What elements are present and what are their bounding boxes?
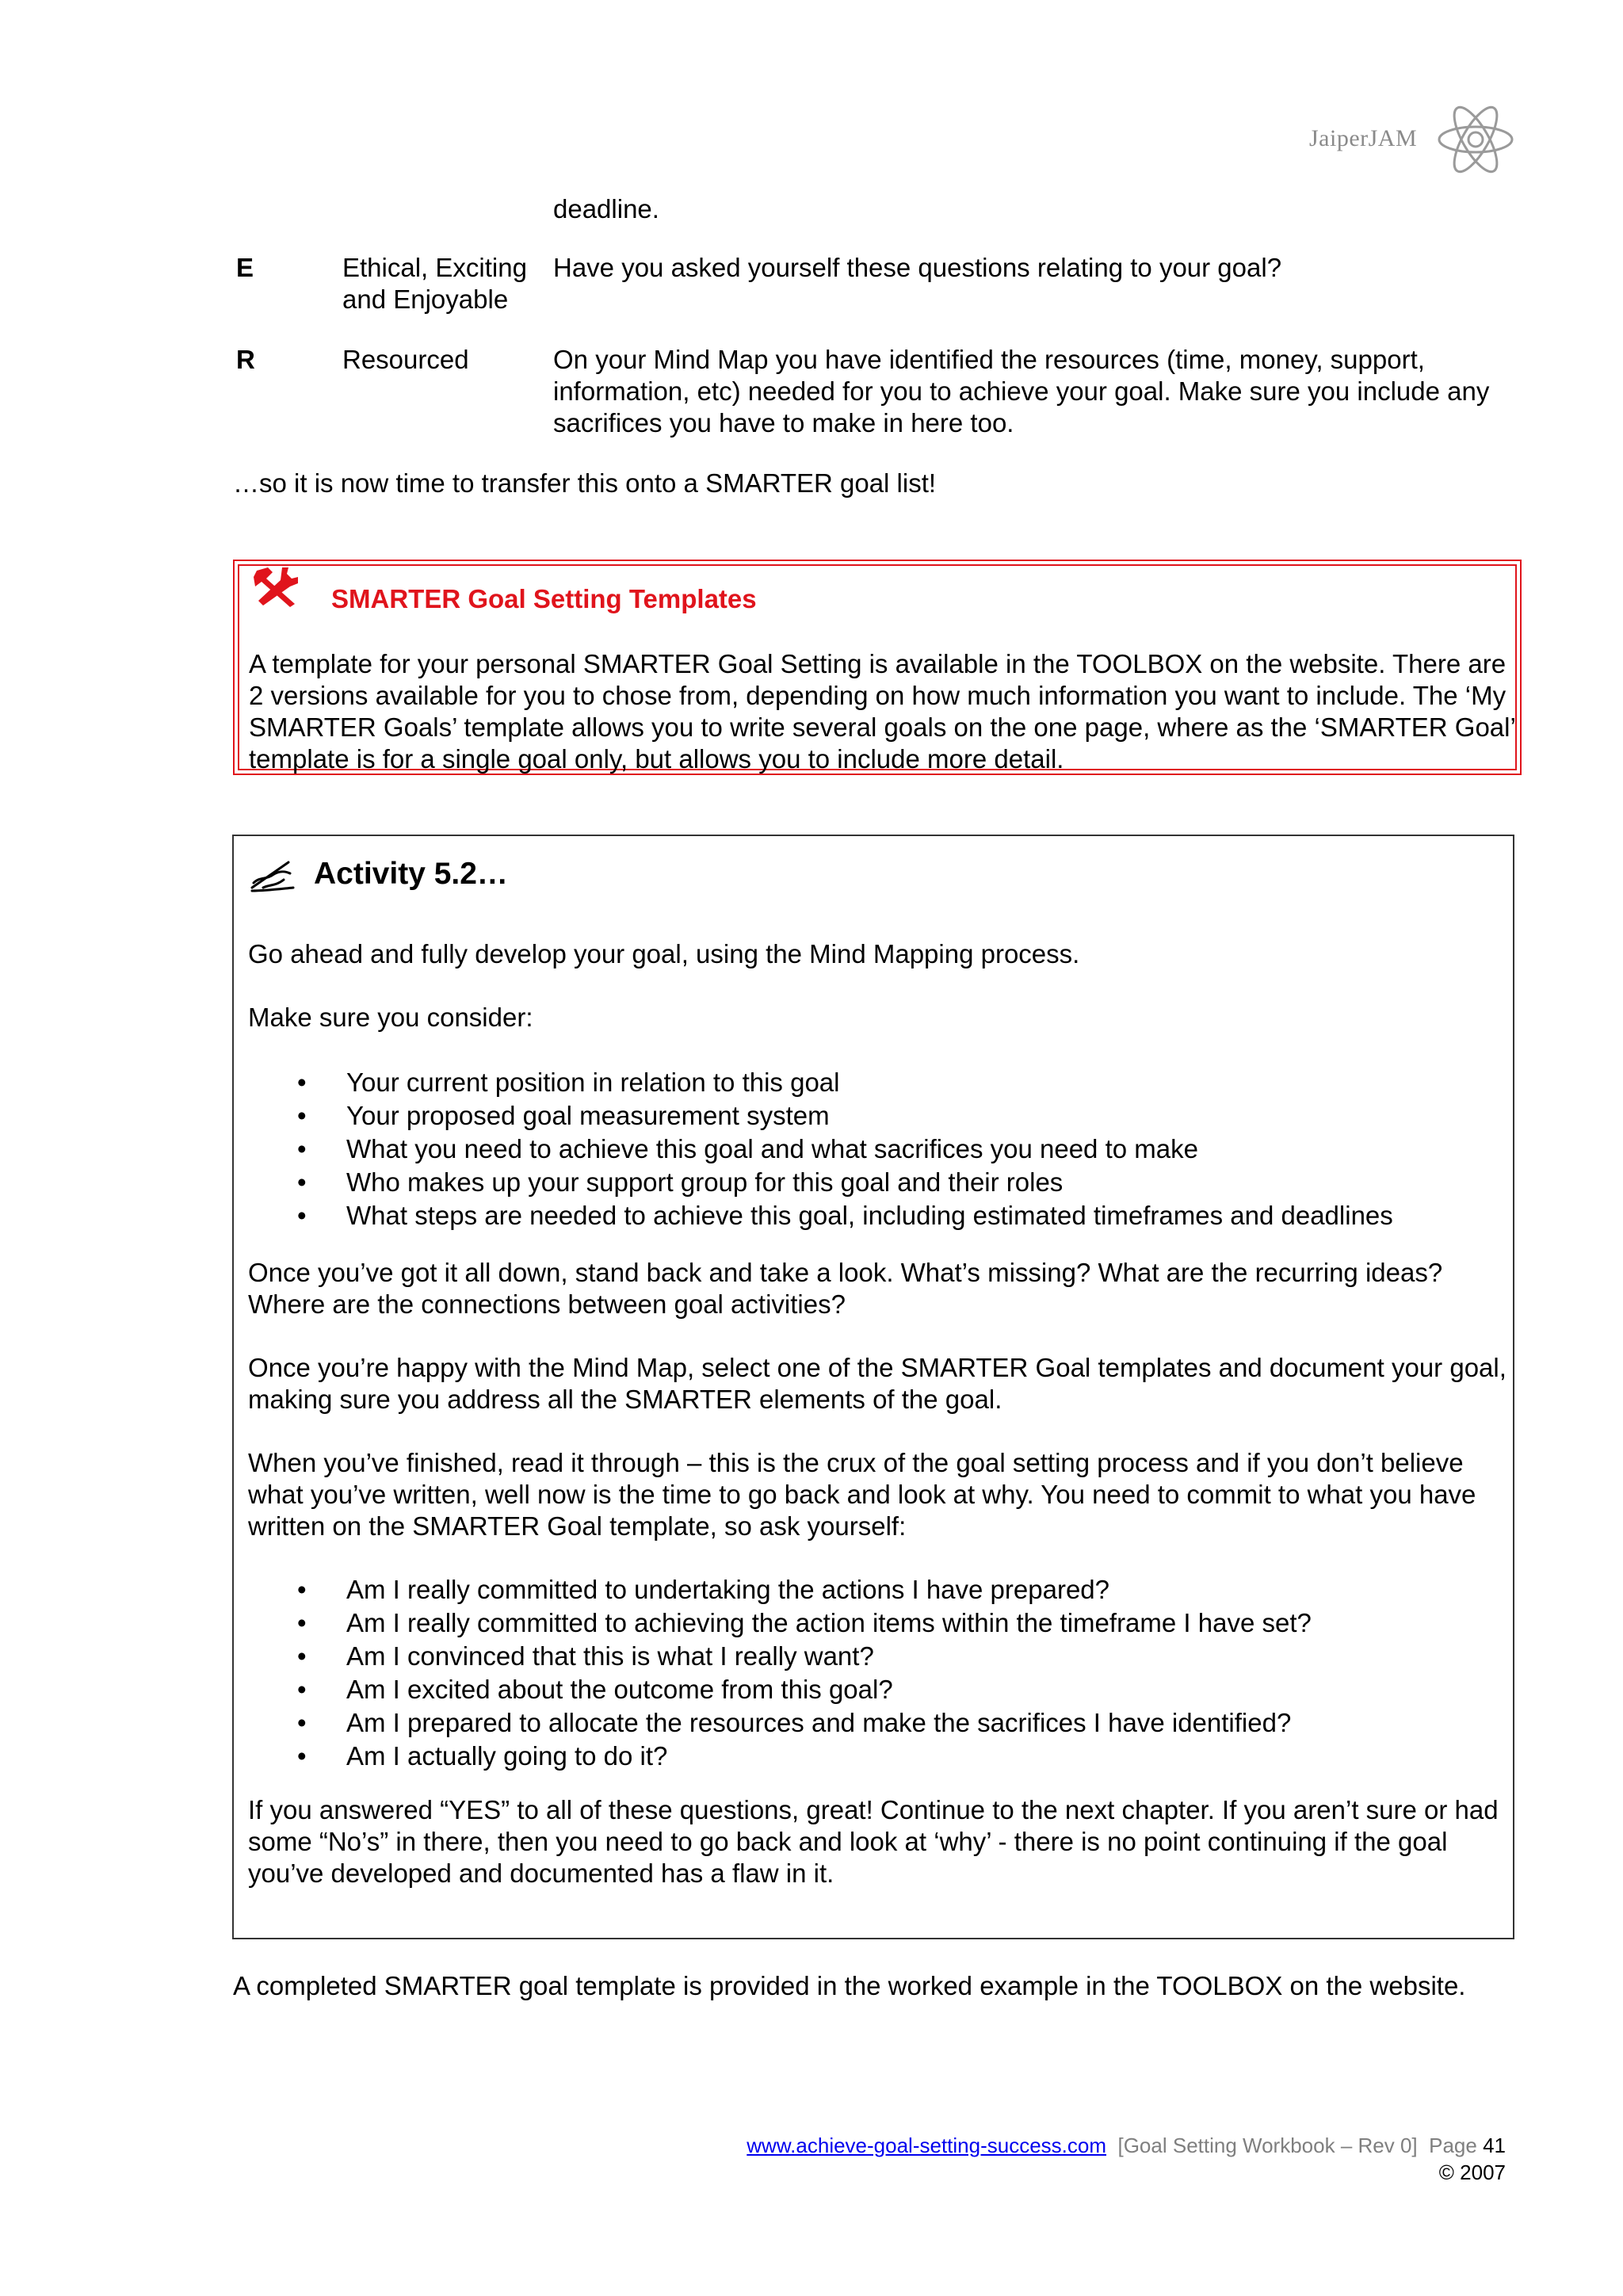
definition-term: Resourced: [342, 345, 469, 374]
list-item: • Am I convinced that this is what I really want?: [297, 1641, 874, 1671]
activity-paragraph-yes: If you answered “YES” to all of these questions, great! Continue to the next chapter. If you aren’t sure or had some “No’s” in there, then you need to go back and look at ‘why’ - there is no point continuing if the goal you’ve developed and documented has a flaw in it.: [248, 1795, 1499, 1888]
toolbox-body: A template for your personal SMARTER Goal Setting is available in the TOOLBOX on the website. There are 2 versions available for you to chose from, depending on how much information you want to include. The ‘My SMARTER Goals’ template allows you to write several goals on the one page, where as the ‘SMARTER Goal’ template is for a single goal only, but allows you to include more detail.: [249, 649, 1515, 774]
atom-logo-icon: [1433, 103, 1518, 176]
workbook-label: [Goal Setting Workbook – Rev 0]: [1117, 2134, 1418, 2157]
list-item: • Am I prepared to allocate the resources and make the sacrifices I have identified?: [297, 1708, 1292, 1737]
page-label: Page: [1429, 2134, 1477, 2157]
list-item: • Who makes up your support group for this goal and their roles: [297, 1167, 1064, 1197]
tools-icon: [252, 564, 301, 609]
list-item: • Am I really committed to achieving the action items within the timeframe I have set?: [297, 1608, 1312, 1637]
list-item: • What steps are needed to achieve this goal, including estimated timeframes and deadlines: [297, 1201, 1393, 1230]
page-footer: [747, 2132, 1506, 2186]
list-item: • What you need to achieve this goal and what sacrifices you need to make: [297, 1134, 1198, 1163]
page-number: 41: [1483, 2134, 1506, 2157]
closing-paragraph: A completed SMARTER goal template is provided in the worked example in the TOOLBOX on the website.: [233, 1971, 1466, 2000]
questions-list: [248, 1574, 1508, 1774]
activity-paragraph-missing: Once you’ve got it all down, stand back and take a look. What’s missing? What are the recurring ideas? Where are the connections between goal activities?: [248, 1258, 1443, 1319]
list-item: • Your proposed goal measurement system: [297, 1101, 830, 1130]
transfer-line: …so it is now time to transfer this onto a SMARTER goal list!: [233, 468, 937, 498]
copyright: © 2007: [1438, 2160, 1506, 2184]
list-item: • Am I really committed to undertaking the actions I have prepared?: [297, 1575, 1110, 1604]
activity-paragraph-happy: Once you’re happy with the Mind Map, select one of the SMARTER Goal templates and document your goal, making sure you address all the SMARTER elements of the goal.: [248, 1353, 1507, 1414]
activity-paragraph-finished: When you’ve finished, read it through – this is the crux of the goal setting process and if you don’t believe what you’ve written, well now is the time to go back and look at why. You need to commit to what you have written on the SMARTER Goal template, so ask yourself:: [248, 1448, 1476, 1541]
definition-letter: R: [236, 345, 255, 374]
header-logo-text: JaiperJAM: [1309, 125, 1418, 151]
writing-hand-icon: [249, 856, 298, 894]
list-item: • Am I actually going to do it?: [297, 1741, 668, 1771]
definition-letter: E: [236, 253, 254, 282]
activity-intro: Go ahead and fully develop your goal, using the Mind Mapping process.: [248, 939, 1080, 968]
definition-description: On your Mind Map you have identified the resources (time, money, support, information, etc) needed for you to achieve your goal. Make sure you include any sacrifices you have to make in here too.: [553, 345, 1490, 437]
list-item: • Am I excited about the outcome from this goal?: [297, 1675, 893, 1704]
consider-list: [248, 1067, 1508, 1233]
activity-title: Activity 5.2…: [314, 857, 508, 891]
definition-description: Have you asked yourself these questions relating to your goal?: [553, 253, 1282, 282]
definition-term: Ethical, Exciting and Enjoyable: [342, 253, 527, 314]
deadline-continuation: deadline.: [553, 194, 659, 223]
toolbox-title: SMARTER Goal Setting Templates: [331, 584, 757, 613]
activity-consider-label: Make sure you consider:: [248, 1003, 533, 1032]
website-link[interactable]: www.achieve-goal-setting-success.com: [747, 2134, 1107, 2157]
list-item: • Your current position in relation to this goal: [297, 1068, 840, 1097]
